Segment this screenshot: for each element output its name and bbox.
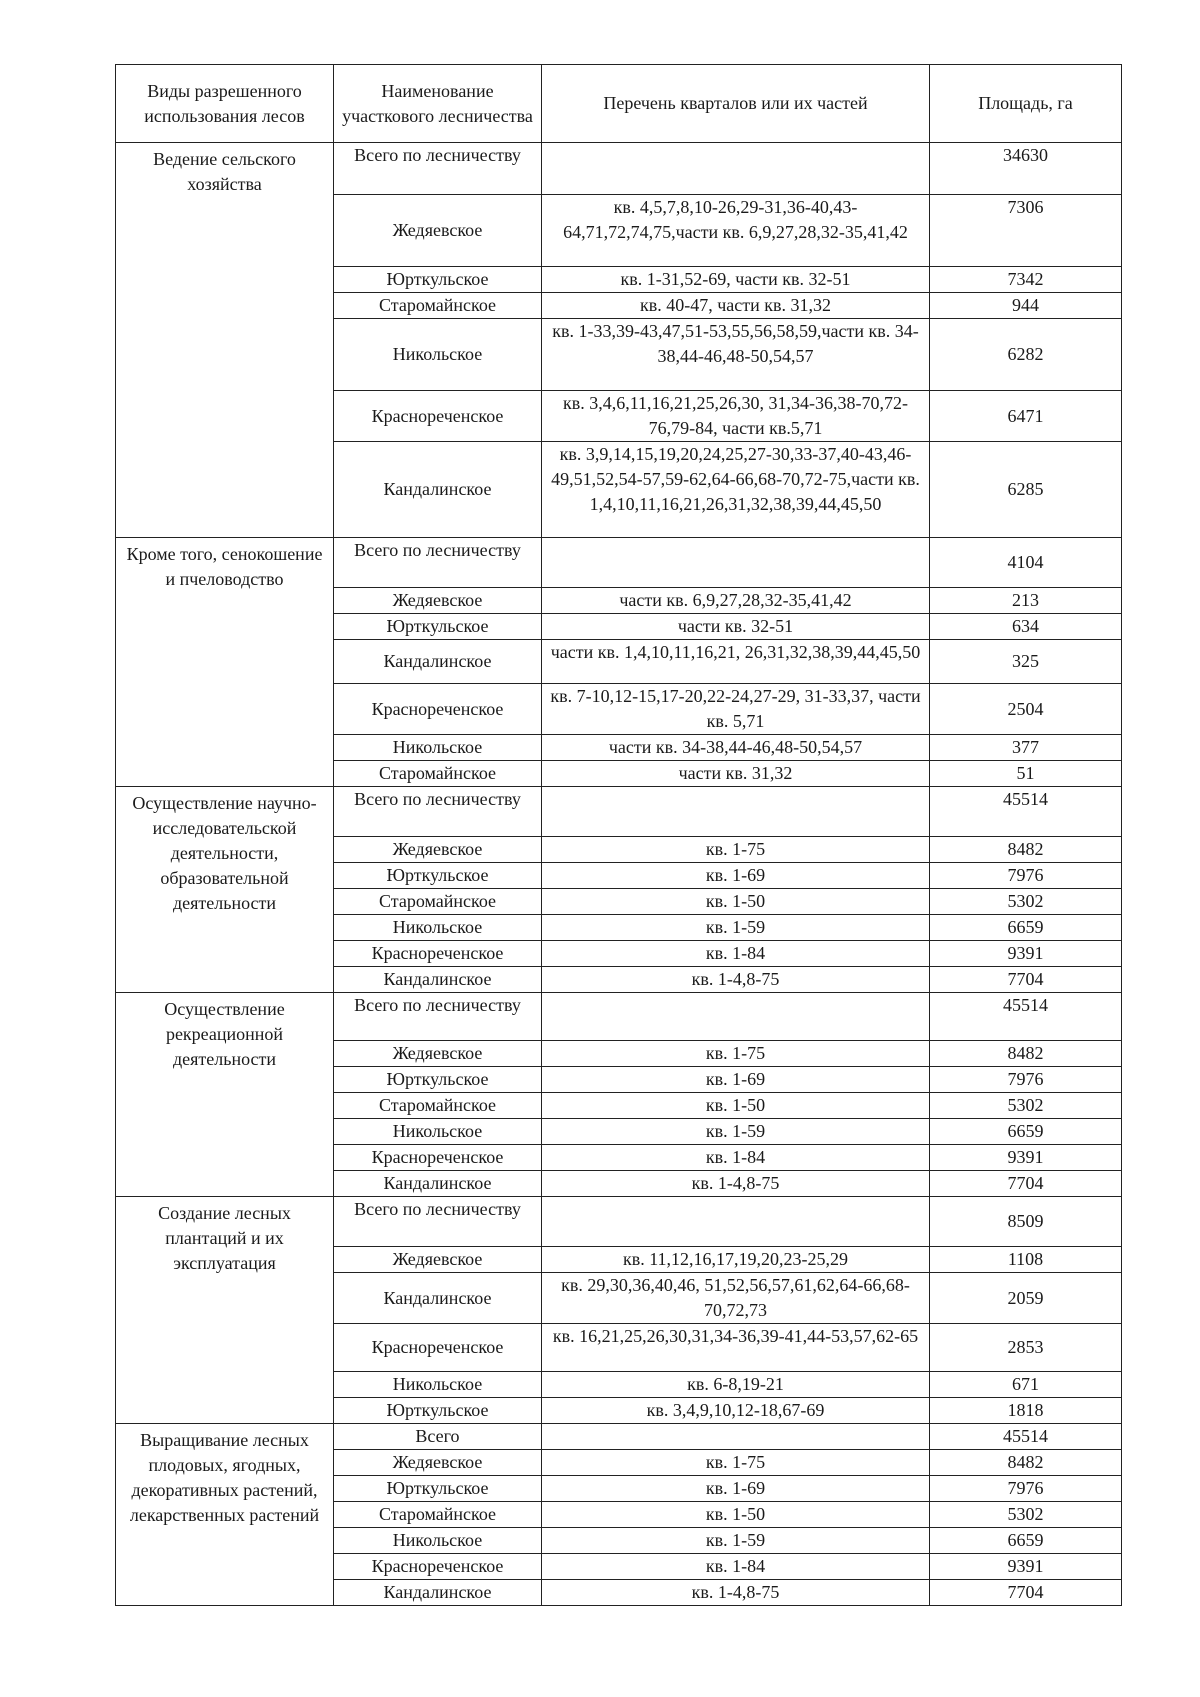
forestry-cell: Старомайнское: [334, 293, 542, 319]
quarters-cell: кв. 1-4,8-75: [542, 967, 930, 993]
area-cell: 51: [930, 761, 1122, 787]
quarters-cell: [542, 993, 930, 1041]
quarters-cell: кв. 29,30,36,40,46, 51,52,56,57,61,62,64-66,68-70,72,73: [542, 1273, 930, 1324]
forestry-cell: Никольское: [334, 1372, 542, 1398]
forestry-cell: Кандалинское: [334, 640, 542, 684]
use-kind-cell: Создание лесных плантаций и их эксплуатация: [116, 1197, 334, 1424]
use-kind-cell: Осуществление рекреационной деятельности: [116, 993, 334, 1197]
forestry-cell: Краснореченское: [334, 1324, 542, 1372]
quarters-cell: [542, 143, 930, 195]
area-cell: 944: [930, 293, 1122, 319]
forestry-cell: Никольское: [334, 1119, 542, 1145]
forestry-cell: Юрткульское: [334, 1476, 542, 1502]
forestry-cell: Юрткульское: [334, 863, 542, 889]
use-kind-cell: Ведение сельского хозяйства: [116, 143, 334, 538]
forestry-cell: Жедяевское: [334, 1041, 542, 1067]
forestry-cell: Никольское: [334, 735, 542, 761]
quarters-cell: [542, 787, 930, 837]
area-cell: 6285: [930, 442, 1122, 538]
quarters-cell: кв. 3,4,6,11,16,21,25,26,30, 31,34-36,38-70,72-76,79-84, части кв.5,71: [542, 391, 930, 442]
area-cell: 8509: [930, 1197, 1122, 1247]
quarters-cell: кв. 1-69: [542, 1476, 930, 1502]
quarters-cell: кв. 1-69: [542, 1067, 930, 1093]
forestry-cell: Юрткульское: [334, 614, 542, 640]
quarters-cell: кв. 1-4,8-75: [542, 1171, 930, 1197]
quarters-cell: кв. 16,21,25,26,30,31,34-36,39-41,44-53,57,62-65: [542, 1324, 930, 1372]
use-kind-cell: Осуществление научно-исследовательской деятельности, образовательной деятельности: [116, 787, 334, 993]
quarters-cell: кв. 3,4,9,10,12-18,67-69: [542, 1398, 930, 1424]
area-cell: 213: [930, 588, 1122, 614]
quarters-cell: кв. 1-75: [542, 1041, 930, 1067]
quarters-cell: части кв. 32-51: [542, 614, 930, 640]
quarters-cell: части кв. 6,9,27,28,32-35,41,42: [542, 588, 930, 614]
quarters-cell: кв. 3,9,14,15,19,20,24,25,27-30,33-37,40-43,46-49,51,52,54-57,59-62,64-66,68-70,72-75,части кв. 1,4,10,11,16,21,26,31,32,38,39,44,45,50: [542, 442, 930, 538]
forestry-cell: Жедяевское: [334, 1247, 542, 1273]
quarters-cell: кв. 1-75: [542, 1450, 930, 1476]
quarters-cell: кв. 6-8,19-21: [542, 1372, 930, 1398]
area-cell: 2853: [930, 1324, 1122, 1372]
table-row: [116, 787, 1122, 837]
quarters-cell: кв. 4,5,7,8,10-26,29-31,36-40,43-64,71,72,74,75,части кв. 6,9,27,28,32-35,41,42: [542, 195, 930, 267]
forestry-cell: Юрткульское: [334, 1398, 542, 1424]
use-kind-cell: Кроме того, сенокошение и пчеловодство: [116, 538, 334, 787]
forestry-cell: Кандалинское: [334, 967, 542, 993]
table-row: [116, 1424, 1122, 1450]
area-cell: 6659: [930, 915, 1122, 941]
area-cell: 7306: [930, 195, 1122, 267]
forestry-cell: Всего по лесничеству: [334, 143, 542, 195]
area-cell: 6659: [930, 1528, 1122, 1554]
forestry-cell: Жедяевское: [334, 195, 542, 267]
forestry-cell: Никольское: [334, 1528, 542, 1554]
area-cell: 5302: [930, 889, 1122, 915]
forestry-cell: Всего по лесничеству: [334, 787, 542, 837]
area-cell: 45514: [930, 787, 1122, 837]
forestry-cell: Краснореченское: [334, 684, 542, 735]
area-cell: 7704: [930, 967, 1122, 993]
area-cell: 7976: [930, 1067, 1122, 1093]
quarters-cell: кв. 1-50: [542, 889, 930, 915]
area-cell: 1818: [930, 1398, 1122, 1424]
forestry-cell: Старомайнское: [334, 1093, 542, 1119]
quarters-cell: части кв. 34-38,44-46,48-50,54,57: [542, 735, 930, 761]
area-cell: 4104: [930, 538, 1122, 588]
forestry-cell: Всего по лесничеству: [334, 538, 542, 588]
quarters-cell: части кв. 31,32: [542, 761, 930, 787]
forest-use-table: [115, 64, 1122, 1606]
area-cell: 7704: [930, 1580, 1122, 1606]
area-cell: 6659: [930, 1119, 1122, 1145]
header-area: Площадь, га: [930, 65, 1122, 143]
forestry-cell: Старомайнское: [334, 889, 542, 915]
forestry-cell: Жедяевское: [334, 837, 542, 863]
area-cell: 671: [930, 1372, 1122, 1398]
table-body: [116, 143, 1122, 1606]
quarters-cell: кв. 40-47, части кв. 31,32: [542, 293, 930, 319]
area-cell: 8482: [930, 1041, 1122, 1067]
forestry-cell: Кандалинское: [334, 1580, 542, 1606]
quarters-cell: кв. 1-31,52-69, части кв. 32-51: [542, 267, 930, 293]
area-cell: 634: [930, 614, 1122, 640]
quarters-cell: части кв. 1,4,10,11,16,21, 26,31,32,38,39,44,45,50: [542, 640, 930, 684]
forestry-cell: Юрткульское: [334, 267, 542, 293]
quarters-cell: [542, 538, 930, 588]
header-forestry: Наименование участкового лесничества: [334, 65, 542, 143]
table-row: [116, 143, 1122, 195]
forestry-cell: Старомайнское: [334, 1502, 542, 1528]
area-cell: 5302: [930, 1093, 1122, 1119]
area-cell: 9391: [930, 941, 1122, 967]
document-page: [115, 64, 1121, 1606]
quarters-cell: кв. 7-10,12-15,17-20,22-24,27-29, 31-33,37, части кв. 5,71: [542, 684, 930, 735]
table-row: [116, 1197, 1122, 1247]
area-cell: 9391: [930, 1554, 1122, 1580]
quarters-cell: кв. 1-84: [542, 1554, 930, 1580]
forestry-cell: Всего по лесничеству: [334, 993, 542, 1041]
table-header-row: [116, 65, 1122, 143]
quarters-cell: [542, 1424, 930, 1450]
forestry-cell: Краснореченское: [334, 1145, 542, 1171]
area-cell: 7976: [930, 1476, 1122, 1502]
quarters-cell: кв. 1-59: [542, 1528, 930, 1554]
table-row: [116, 538, 1122, 588]
forestry-cell: Краснореченское: [334, 941, 542, 967]
quarters-cell: кв. 11,12,16,17,19,20,23-25,29: [542, 1247, 930, 1273]
area-cell: 34630: [930, 143, 1122, 195]
forestry-cell: Кандалинское: [334, 1273, 542, 1324]
forestry-cell: Краснореченское: [334, 1554, 542, 1580]
forestry-cell: Жедяевское: [334, 588, 542, 614]
area-cell: 7704: [930, 1171, 1122, 1197]
forestry-cell: Никольское: [334, 915, 542, 941]
quarters-cell: кв. 1-59: [542, 1119, 930, 1145]
area-cell: 45514: [930, 993, 1122, 1041]
area-cell: 8482: [930, 837, 1122, 863]
quarters-cell: кв. 1-84: [542, 1145, 930, 1171]
area-cell: 325: [930, 640, 1122, 684]
area-cell: 45514: [930, 1424, 1122, 1450]
area-cell: 2504: [930, 684, 1122, 735]
quarters-cell: кв. 1-59: [542, 915, 930, 941]
area-cell: 1108: [930, 1247, 1122, 1273]
forestry-cell: Никольское: [334, 319, 542, 391]
quarters-cell: кв. 1-50: [542, 1093, 930, 1119]
forestry-cell: Всего: [334, 1424, 542, 1450]
header-quarters: Перечень кварталов или их частей: [542, 65, 930, 143]
forestry-cell: Кандалинское: [334, 442, 542, 538]
forestry-cell: Юрткульское: [334, 1067, 542, 1093]
forestry-cell: Всего по лесничеству: [334, 1197, 542, 1247]
quarters-cell: кв. 1-75: [542, 837, 930, 863]
quarters-cell: [542, 1197, 930, 1247]
forestry-cell: Старомайнское: [334, 761, 542, 787]
table-row: [116, 993, 1122, 1041]
area-cell: 9391: [930, 1145, 1122, 1171]
forestry-cell: Краснореченское: [334, 391, 542, 442]
quarters-cell: кв. 1-33,39-43,47,51-53,55,56,58,59,части кв. 34-38,44-46,48-50,54,57: [542, 319, 930, 391]
quarters-cell: кв. 1-69: [542, 863, 930, 889]
use-kind-cell: Выращивание лесных плодовых, ягодных, декоративных растений, лекарственных растений: [116, 1424, 334, 1606]
quarters-cell: кв. 1-50: [542, 1502, 930, 1528]
forestry-cell: Жедяевское: [334, 1450, 542, 1476]
area-cell: 7342: [930, 267, 1122, 293]
area-cell: 2059: [930, 1273, 1122, 1324]
quarters-cell: кв. 1-84: [542, 941, 930, 967]
area-cell: 377: [930, 735, 1122, 761]
area-cell: 7976: [930, 863, 1122, 889]
forestry-cell: Кандалинское: [334, 1171, 542, 1197]
quarters-cell: кв. 1-4,8-75: [542, 1580, 930, 1606]
area-cell: 6282: [930, 319, 1122, 391]
area-cell: 6471: [930, 391, 1122, 442]
area-cell: 5302: [930, 1502, 1122, 1528]
area-cell: 8482: [930, 1450, 1122, 1476]
header-kind: Виды разрешенного использования лесов: [116, 65, 334, 143]
